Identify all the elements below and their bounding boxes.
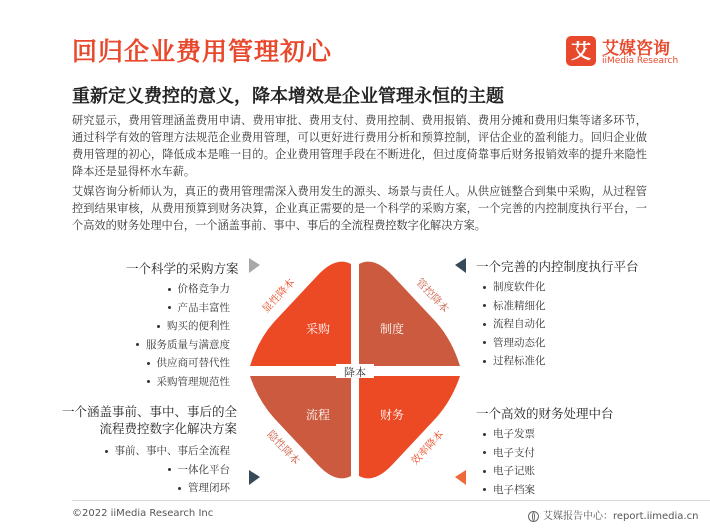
bullet-icon [168, 468, 171, 471]
quadrant-label-finance: 财务 [379, 408, 405, 422]
logo-english-name: iiMedia Research [602, 56, 679, 66]
quadrant-finance [359, 376, 460, 478]
bullet-icon [157, 325, 160, 328]
process-title [62, 403, 237, 437]
list-item: 一体化平台 [98, 461, 231, 480]
globe-icon [528, 511, 539, 522]
footer-source [528, 507, 698, 522]
list-item: 采购管理规范性 [129, 373, 230, 392]
list-item: 购买的便利性 [129, 317, 230, 336]
list-item: 事前、事中、事后全流程 [98, 442, 231, 461]
bullet-icon [483, 488, 486, 491]
list-item: 过程标准化 [476, 352, 546, 371]
bullet-icon [178, 487, 181, 490]
list-item: 电子记账 [476, 462, 535, 481]
process-list [98, 442, 231, 498]
center-label: 降本 [344, 366, 366, 379]
quadrant-process [250, 376, 351, 478]
bullet-icon [483, 323, 486, 326]
logo-mark: 艾 [566, 36, 596, 66]
bullet-icon [136, 343, 139, 346]
bullet-icon [483, 304, 486, 307]
list-item: 电子发票 [476, 425, 535, 444]
corner-label-efficiency: 效率降本 [409, 428, 447, 468]
procurement-list [129, 280, 230, 392]
intro-paragraph: 研究显示，费用管理涵盖费用申请、费用审批、费用支付、费用控制、费用报销、费用分摊和费用归集等诸多环节，通过科学有效的管理方法规范企业费用管理，可以更好进行费用分析和预算控制，评估企业的盈利能力。回归企业做费用管理的初心，降低成本是唯一目的。企业费用管理手段在不断进化，但过度倚靠事后财务报销效率的提升来隐性降本还是显得杯水车薪。 [72, 114, 647, 178]
bullet-icon [483, 470, 486, 473]
bullet-icon [483, 360, 486, 363]
procurement-title: 一个科学的采购方案 [126, 261, 239, 276]
list-item: 标准精细化 [476, 297, 546, 316]
bullet-icon [168, 306, 171, 309]
quadrant-label-procurement: 采购 [305, 322, 331, 336]
list-item: 制度软件化 [476, 278, 546, 297]
page-title: 回归企业费用管理初心 [72, 37, 333, 66]
corner-label-control: 管控降本 [413, 276, 451, 316]
process-title-line2: 流程费控数字化解决方案 [99, 421, 237, 436]
list-item: 产品丰富性 [129, 299, 230, 318]
finance-title: 一个高效的财务处理中台 [476, 406, 614, 421]
footer-divider [72, 500, 710, 501]
bullet-icon [147, 362, 150, 365]
footer-source-text: 艾媒报告中心：report.iimedia.cn [543, 511, 699, 522]
triangle-navy [455, 258, 466, 273]
bullet-icon [168, 288, 171, 291]
list-item: 管理动态化 [476, 334, 546, 353]
footer-copyright: ©2022 iiMedia Research Inc [72, 508, 214, 519]
quadrant-policy [359, 262, 460, 366]
list-item: 服务质量与满意度 [129, 336, 230, 355]
process-title-line1: 一个涵盖事前、事中、事后的全 [61, 404, 237, 419]
list-item: 供应商可替代性 [129, 354, 230, 373]
list-item: 流程自动化 [476, 315, 546, 334]
bullet-icon [147, 380, 150, 383]
corner-label-implicit: 隐性降本 [264, 428, 302, 468]
bullet-icon [483, 341, 486, 344]
bullet-icon [483, 433, 486, 436]
bullet-icon [483, 286, 486, 289]
finance-list [476, 425, 535, 499]
internal-control-title: 一个完善的内控制度执行平台 [476, 259, 639, 274]
list-item: 电子支付 [476, 444, 535, 463]
triangle-orange [455, 470, 466, 485]
logo-chinese-name: 艾媒咨询 [602, 39, 670, 59]
bullet-icon [105, 450, 108, 453]
list-item: 价格竞争力 [129, 280, 230, 299]
quadrant-label-process: 流程 [305, 408, 331, 422]
list-item: 电子档案 [476, 481, 535, 500]
list-item: 管理闭环 [98, 479, 231, 498]
corner-label-explicit: 显性降本 [260, 276, 298, 316]
page-subtitle: 重新定义费控的意义，降本增效是企业管理永恒的主题 [72, 86, 504, 107]
internal-control-list [476, 278, 546, 371]
triangle-gray [249, 258, 260, 273]
analyst-paragraph: 艾媒咨询分析师认为，真正的费用管理需深入费用发生的源头、场景与责任人。从供应链整合到集中采购，从过程管控到结果审核，从费用预算到财务决算，企业真正需要的是一个科学的采购方案，一个完善的内控制度执行平台，一个高效的财务处理中台，一个涵盖事前、事中、事后的全流程费控数字化解决方案。 [72, 185, 647, 232]
bullet-icon [483, 451, 486, 454]
triangle-navy-bottom [249, 470, 260, 485]
quadrant-label-policy: 制度 [379, 322, 405, 336]
